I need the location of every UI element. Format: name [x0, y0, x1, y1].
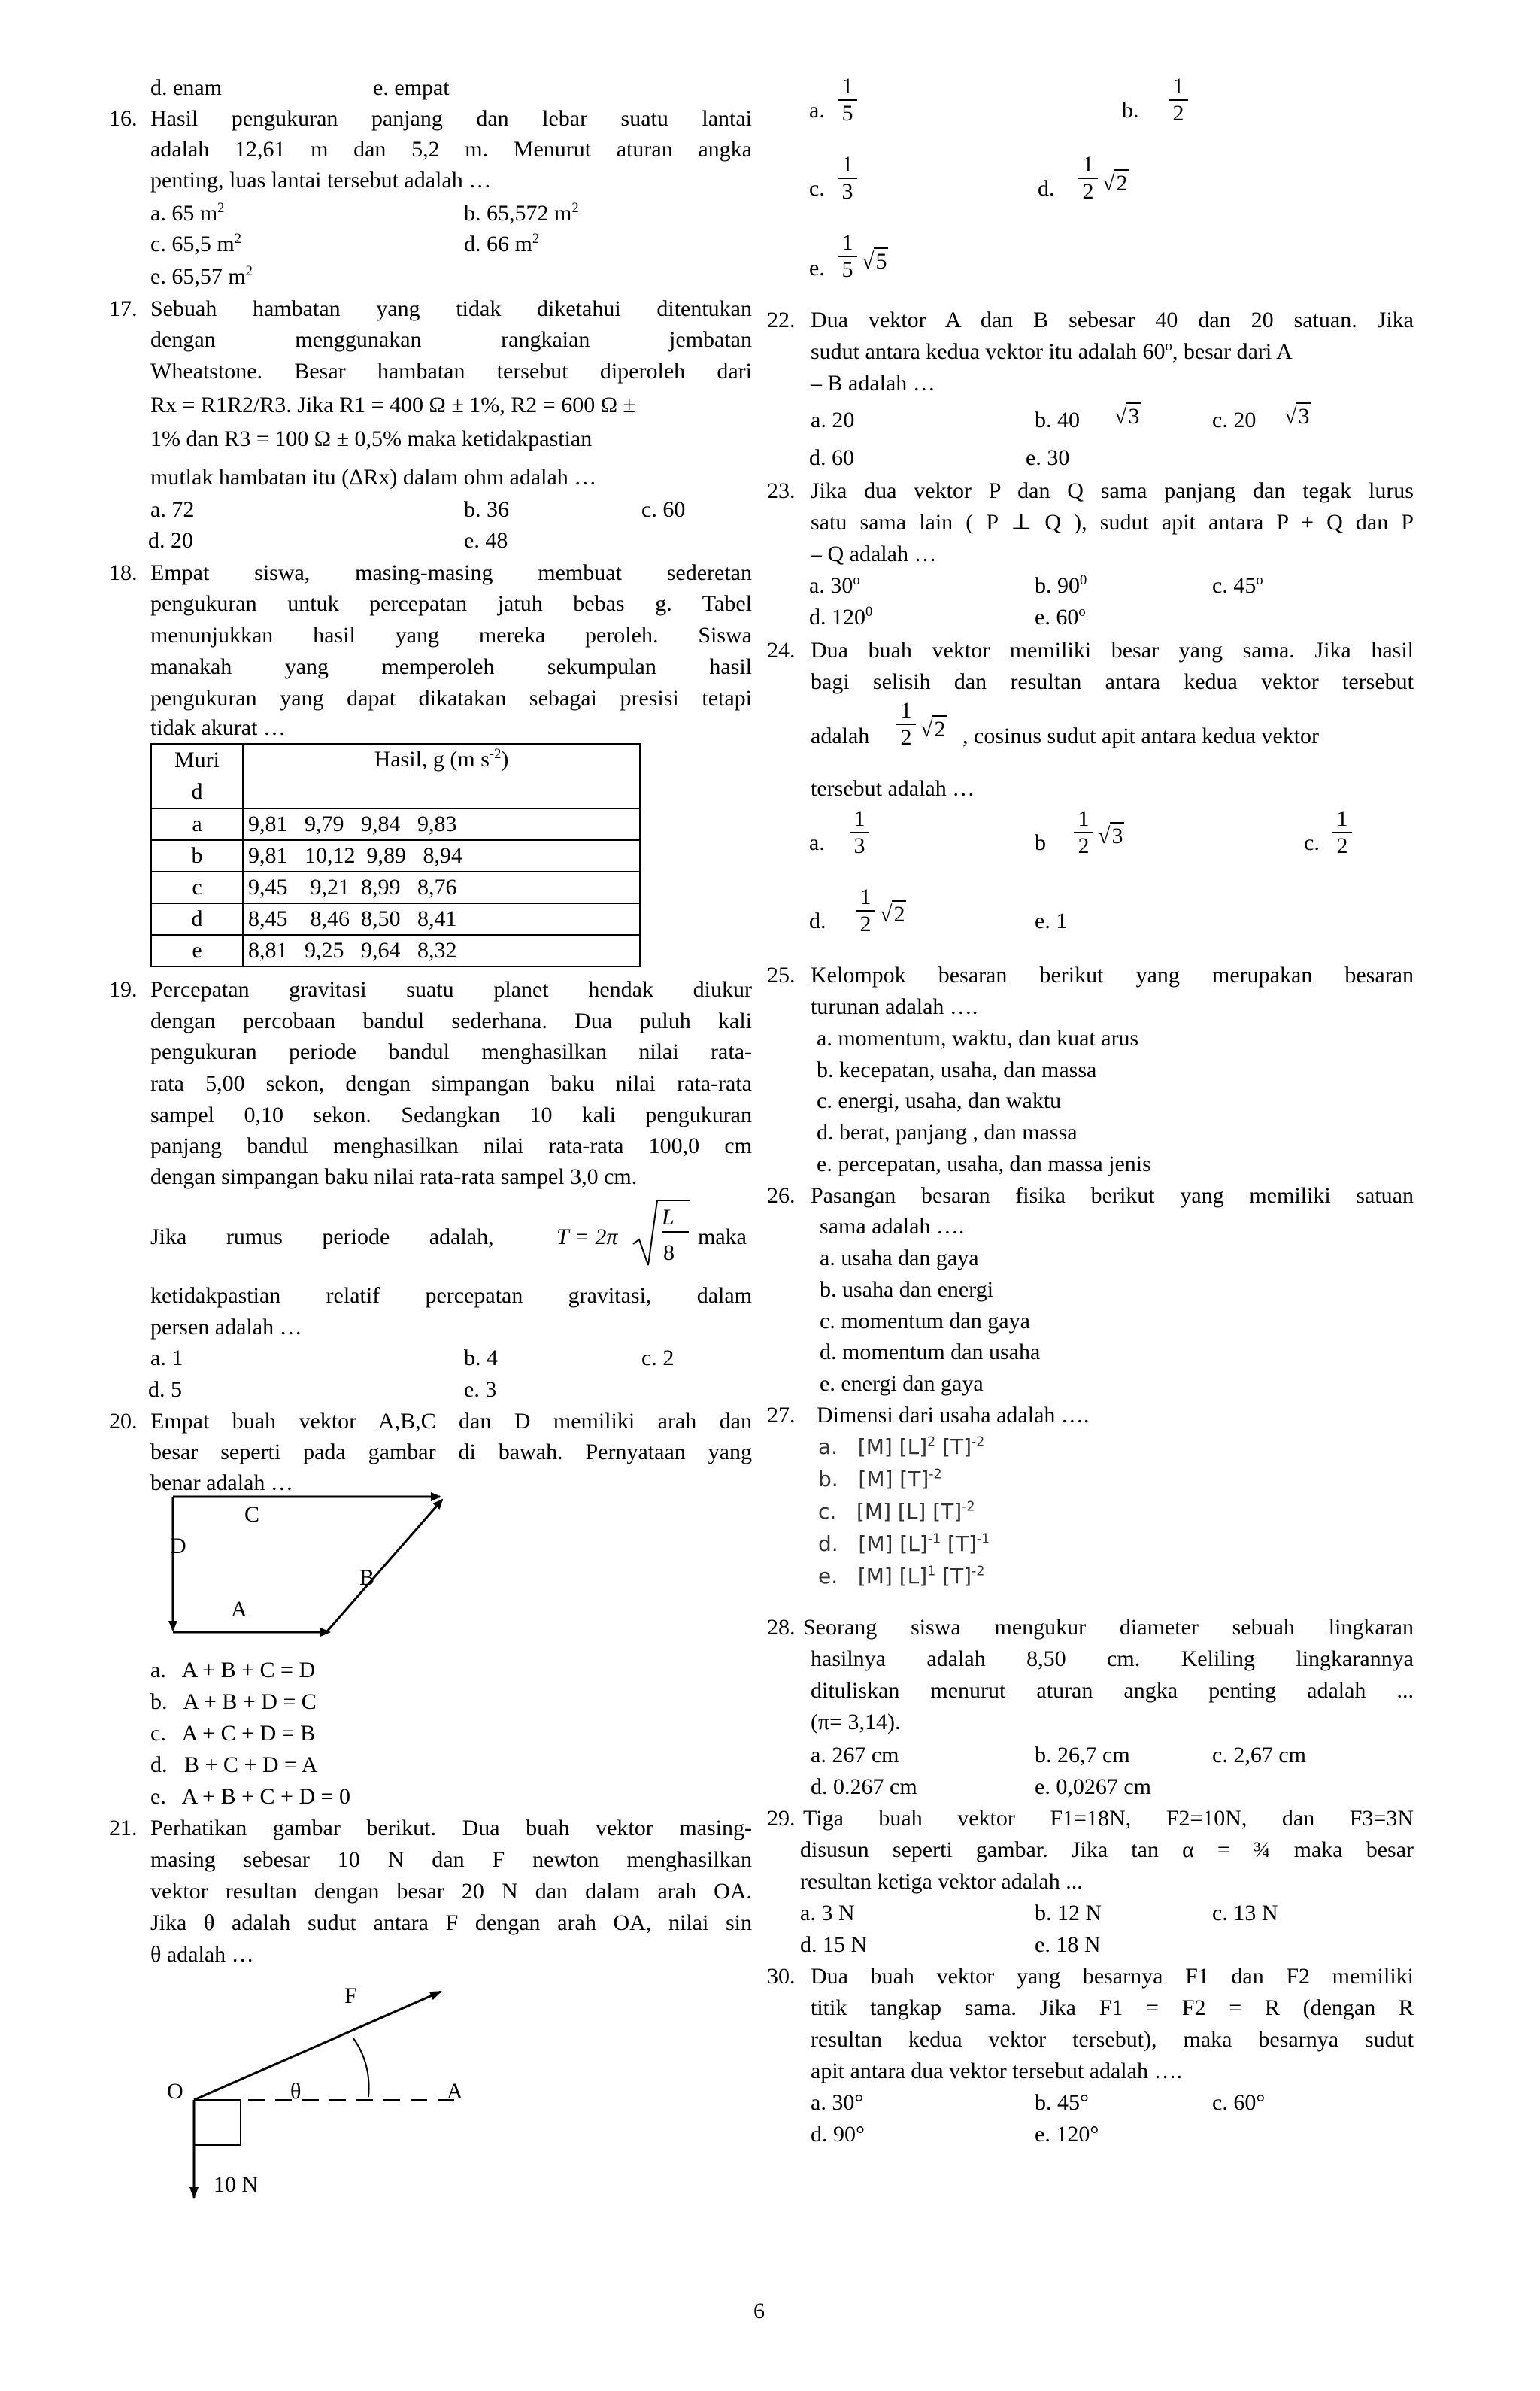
q30-option-c: c. 60°: [1212, 2090, 1266, 2115]
q19-option-b: b. 4: [464, 1346, 498, 1370]
q20-label-D: D: [170, 1534, 186, 1558]
row-values: 8,45 8,46 8,50 8,41: [243, 903, 640, 935]
q22-number: 22.: [767, 308, 796, 332]
q22-option-e: e. 30: [1026, 445, 1070, 470]
q21-option-e: e.: [809, 256, 825, 281]
q18-line-4: manakah yang memperoleh sekumpulan hasil: [150, 654, 752, 679]
q16-line-1: Hasil pengukuran panjang dan lebar suatu lantai: [150, 106, 752, 131]
q17-line-3: Wheatstone. Besar hambatan tersebut diperoleh dari: [150, 359, 752, 384]
q21-label-F: F: [344, 1983, 357, 2008]
q25-number: 25.: [767, 963, 796, 988]
q20-label-C: C: [244, 1502, 260, 1527]
q28-option-d: d. 0.267 cm: [811, 1774, 917, 1799]
q17-number: 17.: [109, 296, 138, 321]
q20-line-2: besar seperti pada gambar di bawah. Pernyataan yang: [150, 1440, 752, 1464]
q30-line-3: resultan kedua vektor tersebut), maka besarnya sudut: [811, 2027, 1414, 2052]
table-header-results: Hasil, g (m $s^{-2}$): [243, 744, 640, 809]
row-values: 9,81 9,79 9,84 9,83: [243, 809, 640, 840]
right-angle-mark: [194, 2100, 241, 2145]
q20-label-B: B: [359, 1565, 375, 1590]
q24-ratio-sqrt: √2: [920, 717, 946, 742]
q24-option-e: e. 1: [1035, 909, 1068, 933]
q24-option-b-sqrt: √3: [1098, 824, 1123, 848]
q21-option-b: b.: [1122, 98, 1139, 123]
q15-option-e: e. empat: [373, 75, 450, 100]
q21-option-a: a.: [809, 98, 825, 123]
q27-number: 27.: [767, 1403, 796, 1428]
q24-line-2: bagi selisih dan resultan antara kedua vektor tersebut: [811, 669, 1414, 694]
row-label: e: [151, 935, 243, 966]
q22-line-3: – B adalah …: [811, 371, 935, 396]
q30-option-e: e. 120°: [1035, 2122, 1099, 2147]
table-row: [151, 903, 640, 935]
q21-option-a-fraction: 1 5: [836, 74, 859, 126]
q19-formula-L: L: [662, 1205, 675, 1230]
q29-option-d: d. 15 N: [800, 1932, 868, 1957]
q28-line-1: Seorang siswa mengukur diameter sebuah lingkaran: [803, 1615, 1414, 1640]
q20-label-A: A: [231, 1597, 247, 1622]
q28-line-2: hasilnya adalah 8,50 cm. Keliling lingkarannya: [811, 1646, 1414, 1671]
q30-number: 30.: [767, 1964, 796, 1989]
q26-option-d: d. momentum dan usaha: [820, 1340, 1041, 1364]
q26-option-b: b. usaha dan energi: [820, 1277, 994, 1302]
q29-line-2: disusun seperti gambar. Jika tan α = ¾ maka besar: [800, 1837, 1414, 1862]
q27-option-a: a. [M] $[L]^2$ $[T]^{-2}$: [818, 1434, 985, 1459]
q21-line-3: vektor resultan dengan besar 20 N dan dalam arah OA.: [150, 1879, 752, 1904]
q23-option-b: b. $90^0$: [1035, 572, 1087, 598]
q18-line-6: tidak akurat …: [150, 715, 286, 740]
q17-option-d: d. 20: [148, 528, 193, 553]
row-label: c: [151, 872, 243, 903]
q29-number: 29.: [767, 1806, 796, 1831]
q21-vector-diagram: [165, 1971, 481, 2211]
q26-option-e: e. energi dan gaya: [820, 1371, 984, 1396]
q21-line-2: masing sebesar 10 N dan F newton menghasilkan: [150, 1847, 752, 1872]
q19-line-4: rata 5,00 sekon, dengan simpangan baku nilai rata-rata: [150, 1071, 752, 1096]
q25-line-1: Kelompok besaran berikut yang merupakan besaran: [811, 963, 1414, 988]
q28-option-a: a. 267 cm: [811, 1743, 899, 1767]
q21-line-5: θ adalah …: [150, 1942, 254, 1967]
page-number: 6: [753, 2298, 765, 2323]
q19-number: 19.: [109, 977, 138, 1002]
q28-option-b: b. 26,7 cm: [1035, 1743, 1130, 1767]
row-values: 9,45 9,21 8,99 8,76: [243, 872, 640, 903]
q24-option-d-sqrt: √2: [880, 902, 905, 927]
q25-option-e: e. percepatan, usaha, dan massa jenis: [817, 1152, 1151, 1176]
q21-option-e-sqrt: √5: [862, 249, 887, 274]
q21-label-theta: θ: [290, 2079, 302, 2104]
q22-option-d: d. 60: [809, 445, 854, 470]
q21-line-4: Jika θ adalah sudut antara F dengan arah OA, nilai sin: [150, 1910, 752, 1935]
q22-line-2: sudut antara kedua vektor itu adalah 60$^o$, besar dari A: [811, 338, 1293, 364]
table-header-row: [151, 744, 640, 809]
q30-line-1: Dua buah vektor yang besarnya F1 dan F2 memiliki: [811, 1964, 1414, 1989]
q17-option-a: a. 72: [150, 497, 195, 522]
q20-line-1: Empat buah vektor A,B,C dan D memiliki arah dan: [150, 1409, 752, 1434]
q24-ratio-fraction: 1 2: [895, 698, 917, 751]
q30-option-a: a. 30°: [811, 2090, 864, 2115]
q19-line-9: persen adalah …: [150, 1315, 302, 1340]
q26-line-1: Pasangan besaran fisika berikut yang memiliki satuan: [811, 1183, 1414, 1208]
vector-F-arrow: [194, 1992, 441, 2100]
q19-option-d: d. 5: [148, 1377, 182, 1402]
q23-option-c: c. 45$^o$: [1212, 572, 1263, 598]
q29-option-b: b. 12 N: [1035, 1901, 1102, 1925]
q16-option-e: e. 65,57 $m^2$: [150, 263, 253, 289]
q21-label-A: A: [447, 2079, 463, 2104]
q16-number: 16.: [109, 106, 138, 131]
q22-option-c-sqrt: √3: [1284, 404, 1310, 429]
q24-number: 24.: [767, 638, 796, 663]
q22-option-a: a. 20: [811, 408, 855, 432]
q28-line-3: dituliskan menurut aturan angka penting adalah ...: [811, 1678, 1414, 1703]
q23-option-d: d. $120^0$: [809, 604, 873, 630]
q21-label-10N: 10 N: [214, 2172, 259, 2197]
q20-option-a: a. A + B + C = D: [150, 1658, 316, 1682]
q24-option-c: c.: [1304, 830, 1320, 855]
q20-option-e: e. A + B + C + D = 0: [150, 1784, 351, 1809]
q22-option-b: b. 40: [1035, 408, 1080, 432]
q26-line-2: sama adalah ….: [820, 1214, 965, 1239]
q23-option-a: a. 30$^o$: [809, 572, 860, 598]
q17-line-6: mutlak hambatan itu (ΔRx) dalam ohm adalah …: [150, 465, 597, 490]
q17-line-5: 1% dan R3 = 100 Ω ± 0,5% maka ketidakpastian: [150, 426, 593, 451]
q24-option-d-fraction: 1 2: [854, 884, 877, 937]
row-label: a: [151, 809, 243, 840]
q30-line-4: apit antara dua vektor tersebut adalah ….: [811, 2059, 1182, 2083]
q27-option-d: d. [M] $[L]^{-1}$ $[T]^{-1}$: [818, 1531, 990, 1556]
q16-option-a: a. 65 $m^2$: [150, 200, 225, 226]
theta-angle-arc: [353, 2038, 369, 2097]
q17-option-b: b. 36: [464, 497, 509, 522]
q22-line-1: Dua vektor A dan B sebesar 40 dan 20 satuan. Jika: [811, 308, 1414, 332]
q24-option-b: b: [1035, 830, 1046, 855]
q19-option-a: a. 1: [150, 1346, 183, 1370]
q18-line-5: pengukuran yang dapat dikatakan sebagai presisi tetapi: [150, 686, 752, 711]
q23-line-1: Jika dua vektor P dan Q sama panjang dan tegak lurus: [811, 478, 1414, 503]
table-row: [151, 935, 640, 966]
table-row: [151, 840, 640, 872]
q17-line-2: dengan menggunakan rangkaian jembatan: [150, 327, 752, 352]
q19-formula-T: T = 2π: [556, 1224, 618, 1249]
q26-number: 26.: [767, 1183, 796, 1208]
q24-option-a-fraction: 1 3: [848, 806, 871, 859]
q21-option-e-fraction: 1 5: [836, 230, 859, 283]
q20-option-d: d. B + C + D = A: [150, 1752, 318, 1777]
q30-option-d: d. 90°: [811, 2122, 865, 2147]
q24-line-3-adalah: adalah: [811, 724, 870, 748]
q24-line-1: Dua buah vektor memiliki besar yang sama. Jika hasil: [811, 638, 1414, 663]
q20-option-c: c. A + C + D = B: [150, 1721, 316, 1746]
q19-option-e: e. 3: [464, 1377, 497, 1402]
table-header-student: Muri d: [151, 744, 243, 809]
q21-label-O: O: [167, 2079, 183, 2104]
q24-line-3-rest: , cosinus sudut apit antara kedua vektor: [962, 724, 1320, 748]
q21-line-1: Perhatikan gambar berikut. Dua buah vektor masing-: [150, 1816, 752, 1840]
q18-data-table: [150, 743, 641, 967]
q18-line-2: pengukuran untuk percepatan jatuh bebas g. Tabel: [150, 591, 752, 616]
q25-option-d: d. berat, panjang , dan massa: [817, 1120, 1078, 1145]
q20-option-b: b. A + B + D = C: [150, 1689, 317, 1714]
q23-option-e: e. 60$^o$: [1035, 604, 1086, 630]
q29-line-1: Tiga buah vektor F1=18N, F2=10N, dan F3=3N: [803, 1806, 1414, 1831]
q29-option-c: c. 13 N: [1212, 1901, 1278, 1925]
q17-line-1: Sebuah hambatan yang tidak diketahui ditentukan: [150, 296, 752, 321]
q29-option-a: a. 3 N: [800, 1901, 855, 1925]
q16-option-d: d. 66 $m^2$: [464, 231, 540, 256]
q23-line-3: – Q adalah …: [811, 542, 937, 566]
q21-option-c-fraction: 1 3: [836, 152, 859, 205]
q18-line-3: menunjukkan hasil yang mereka peroleh. Siswa: [150, 623, 752, 648]
q28-option-c: c. 2,67 cm: [1212, 1743, 1306, 1767]
q17-line-4: Rx = R1R2/R3. Jika R1 = 400 Ω ± 1%, R2 = 600 Ω ±: [150, 393, 635, 417]
q16-line-3: penting, luas lantai tersebut adalah …: [150, 168, 492, 193]
q22-option-b-sqrt: √3: [1114, 404, 1140, 429]
q20-number: 20.: [109, 1409, 138, 1434]
q27-option-c: c. [M] [L] $[T]^{-2}$: [818, 1499, 975, 1524]
q20-vector-diagram: [150, 1483, 466, 1649]
q19-formula-8: 8: [663, 1240, 675, 1265]
table-row: [151, 809, 640, 840]
q19-line-1: Percepatan gravitasi suatu planet hendak diukur: [150, 977, 752, 1002]
q21-option-d-sqrt: √2: [1102, 171, 1128, 196]
q27-option-e: e. [M] $[L]^1$ $[T]^{-2}$: [818, 1564, 985, 1588]
q19-line-3: pengukuran periode bandul menghasilkan nilai rata-: [150, 1039, 752, 1064]
q19-option-c: c. 2: [641, 1346, 675, 1370]
row-values: 9,81 10,12 9,89 8,94: [243, 840, 640, 872]
q25-option-c: c. energi, usaha, dan waktu: [817, 1088, 1062, 1113]
q16-option-c: c. 65,5 $m^2$: [150, 231, 241, 256]
q26-option-a: a. usaha dan gaya: [820, 1246, 979, 1270]
q20-line-3: benar adalah …: [150, 1470, 293, 1495]
q17-option-e: e. 48: [464, 528, 508, 553]
q25-option-a: a. momentum, waktu, dan kuat arus: [817, 1026, 1139, 1051]
q19-line-7: dengan simpangan baku nilai rata-rata sampel 3,0 cm.: [150, 1164, 638, 1189]
q24-option-d: d.: [809, 909, 826, 933]
q24-line-4: tersebut adalah …: [811, 776, 975, 801]
q22-option-c: c. 20: [1212, 408, 1257, 432]
q23-number: 23.: [767, 478, 796, 503]
q18-line-1: Empat siswa, masing-masing membuat sederetan: [150, 560, 752, 585]
q19-line-6: panjang bandul menghasilkan nilai rata-rata 100,0 cm: [150, 1133, 752, 1158]
q21-number: 21.: [109, 1816, 138, 1840]
q16-option-b: b. 65,572 $m^2$: [464, 200, 579, 226]
vector-B-arrow: [326, 1500, 442, 1632]
q25-option-b: b. kecepatan, usaha, dan massa: [817, 1057, 1097, 1082]
row-values: 8,81 9,25 9,64 8,32: [243, 935, 640, 966]
q23-line-2: satu sama lain ( P ⊥ Q ), sudut apit antara P + Q dan P: [811, 510, 1414, 535]
q26-option-c: c. momentum dan gaya: [820, 1309, 1030, 1334]
q19-line-8: ketidakpastian relatif percepatan gravitasi, dalam: [150, 1283, 752, 1308]
row-label: b: [151, 840, 243, 872]
table-row: [151, 872, 640, 903]
q29-option-e: e. 18 N: [1035, 1932, 1101, 1957]
q19-line-5: sampel 0,10 sekon. Sedangkan 10 kali pengukuran: [150, 1103, 752, 1127]
q21-option-b-fraction: 1 2: [1167, 74, 1190, 126]
q30-option-b: b. 45°: [1035, 2090, 1089, 2115]
q19-formula-maka: maka: [698, 1224, 747, 1249]
q28-number: 28.: [767, 1615, 796, 1640]
q19-formula-intro: Jika rumus periode adalah,: [150, 1224, 494, 1249]
q16-line-2: adalah 12,61 m dan 5,2 m. Menurut aturan angka: [150, 137, 752, 162]
q19-line-2: dengan percobaan bandul sederhana. Dua puluh kali: [150, 1009, 752, 1033]
q28-option-e: e. 0,0267 cm: [1035, 1774, 1151, 1799]
row-label: d: [151, 903, 243, 935]
q29-line-3: resultan ketiga vektor adalah ...: [800, 1869, 1083, 1894]
q21-option-d: d.: [1038, 176, 1055, 201]
q17-option-c: c. 60: [641, 497, 686, 522]
q25-line-2: turunan adalah ….: [811, 994, 978, 1019]
q27-question: Dimensi dari usaha adalah ….: [817, 1403, 1090, 1428]
q24-option-b-fraction: 1 2: [1072, 806, 1095, 859]
q21-option-c: c.: [809, 176, 825, 201]
q27-option-b: b. [M] $[T]^{-2}$: [818, 1467, 942, 1491]
q24-option-c-fraction: 1 2: [1331, 806, 1354, 859]
q15-option-d: d. enam: [150, 75, 222, 100]
q30-line-2: titik tangkap sama. Jika F1 = F2 = R (dengan R: [811, 1995, 1414, 2020]
q24-option-a: a.: [809, 830, 825, 855]
q28-line-4: (π= 3,14).: [811, 1710, 901, 1734]
q18-number: 18.: [109, 560, 138, 585]
q21-option-d-fraction: 1 2: [1077, 152, 1099, 205]
